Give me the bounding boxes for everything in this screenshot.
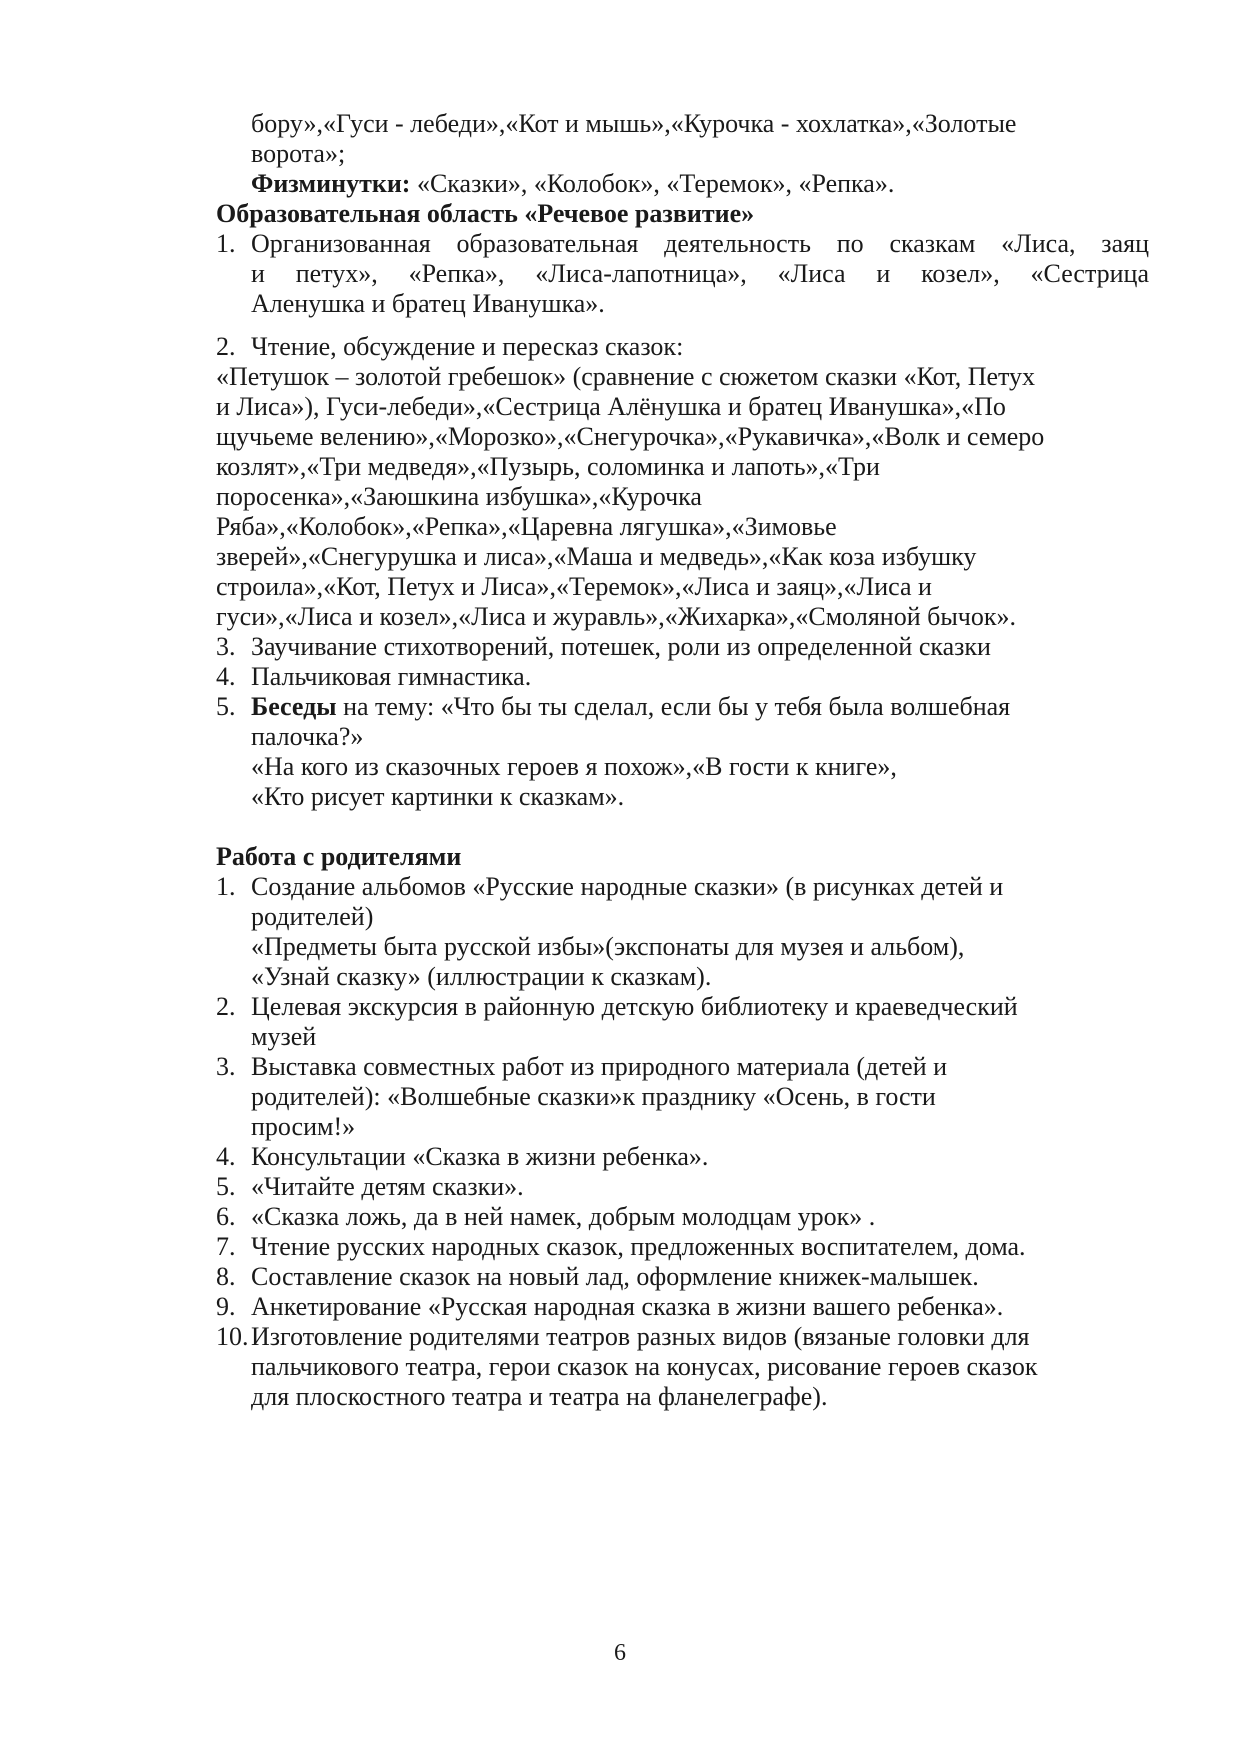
list-item-line: Изготовление родителями театров разных видов (вязаные головки для [251, 1322, 1030, 1351]
list-item-line: пальчикового театра, герои сказок на конусах, рисование героев сказок [251, 1352, 1038, 1381]
list-number: 4. [216, 1142, 236, 1171]
list-item-line: Составление сказок на новый лад, оформление книжек-малышек. [251, 1262, 979, 1291]
list-item-line: «На кого из сказочных героев я похож»,«В гости к книге», [251, 752, 897, 781]
fizminutki-label: Физминутки: [251, 169, 411, 198]
text-line: и Лиса»), Гуси-лебеди»,«Сестрица Алёнушка и братец Иванушка»,«По [216, 392, 1006, 421]
list-item-line: «Предметы быта русской избы»(экспонаты для музея и альбом), [251, 932, 965, 961]
list-number: 1. [216, 872, 236, 901]
list-item-line: Консультации «Сказка в жизни ребенка». [251, 1142, 709, 1171]
text-line: поросенка»,«Заюшкина избушка»,«Курочка [216, 482, 702, 511]
list-item-line: родителей) [251, 902, 374, 931]
list-number: 7. [216, 1232, 236, 1261]
text-line: Ряба»,«Колобок»,«Репка»,«Царевна лягушка»,«Зимовье [216, 512, 837, 541]
list-number: 4. [216, 662, 236, 691]
list-item-line: Организованная образовательная деятельность по сказкам «Лиса, заяц [251, 229, 1149, 258]
list-item-line: Выставка совместных работ из природного материала (детей и [251, 1052, 948, 1081]
text-line: строила»,«Кот, Петух и Лиса»,«Теремок»,«Лиса и заяц»,«Лиса и [216, 572, 932, 601]
list-number: 6. [216, 1202, 236, 1231]
list-number: 2. [216, 332, 236, 361]
list-number: 8. [216, 1262, 236, 1291]
list-item-line: Заучивание стихотворений, потешек, роли из определенной сказки [251, 632, 991, 661]
list-item-line: Целевая экскурсия в районную детскую библиотеку и краеведческий [251, 992, 1018, 1021]
list-item-line: Чтение русских народных сказок, предложенных воспитателем, дома. [251, 1232, 1026, 1261]
fizminutki-line [251, 167, 894, 200]
list-item-line: «Сказка ложь, да в ней намек, добрым молодцам урок» . [251, 1202, 876, 1231]
list-item-line: «Кто рисует картинки к сказкам». [251, 782, 625, 811]
list-item-text: на тему: «Что бы ты сделал, если бы у тебя была волшебная [336, 692, 1011, 721]
list-number: 3. [216, 632, 236, 661]
text-line: щучьеме велению»,«Морозко»,«Снегурочка»,«Рукавичка»,«Волк и семеро [216, 422, 1045, 451]
list-item-line [251, 690, 1010, 723]
text-line: «Петушок – золотой гребешок» (сравнение с сюжетом сказки «Кот, Петух [216, 362, 1036, 391]
list-item-line: «Читайте детям сказки». [251, 1172, 524, 1201]
text-line: козлят»,«Три медведя»,«Пузырь, соломинка и лапоть»,«Три [216, 452, 880, 481]
list-number: 5. [216, 692, 236, 721]
section-heading-parents: Работа с родителями [216, 842, 462, 871]
page-number: 6 [614, 1640, 626, 1666]
list-item-line: Аленушка и братец Иванушка». [251, 289, 605, 318]
list-item-line: палочка?» [251, 722, 364, 751]
list-number: 1. [216, 229, 236, 258]
beседы-label: Беседы [251, 692, 337, 721]
text-line: бору»,«Гуси - лебеди»,«Кот и мышь»,«Курочка - хохлатка»,«Золотые [251, 109, 1017, 138]
text-line: зверей»,«Снегурушка и лиса»,«Маша и медведь»,«Как коза избушку [216, 542, 977, 571]
list-number: 10. [216, 1322, 249, 1351]
list-item-title: Чтение, обсуждение и пересказ сказок: [251, 332, 684, 361]
list-item-line: родителей): «Волшебные сказки»к празднику «Осень, в гости [251, 1082, 936, 1111]
list-number: 5. [216, 1172, 236, 1201]
list-number: 9. [216, 1292, 236, 1321]
text-line: гуси»,«Лиса и козел»,«Лиса и журавль»,«Жихарка»,«Смоляной бычок». [216, 602, 1017, 631]
list-item-line: Пальчиковая гимнастика. [251, 662, 532, 691]
list-item-line: Создание альбомов «Русские народные сказки» (в рисунках детей и [251, 872, 1004, 901]
list-number: 2. [216, 992, 236, 1021]
list-item-line: Анкетирование «Русская народная сказка в жизни вашего ребенка». [251, 1292, 1004, 1321]
list-item-line: для плоскостного театра и театра на фланелеграфе). [251, 1382, 828, 1411]
list-item-line: музей [251, 1022, 317, 1051]
text-line: ворота»; [251, 139, 346, 168]
fizminutki-text: «Сказки», «Колобок», «Теремок», «Репка». [410, 169, 895, 198]
list-number: 3. [216, 1052, 236, 1081]
list-item-line: и петух», «Репка», «Лиса-лапотница», «Лиса и козел», «Сестрица [251, 259, 1149, 288]
list-item-line: просим!» [251, 1112, 356, 1141]
list-item-line: «Узнай сказку» (иллюстрации к сказкам). [251, 962, 712, 991]
section-heading-speech: Образовательная область «Речевое развитие» [216, 199, 755, 228]
